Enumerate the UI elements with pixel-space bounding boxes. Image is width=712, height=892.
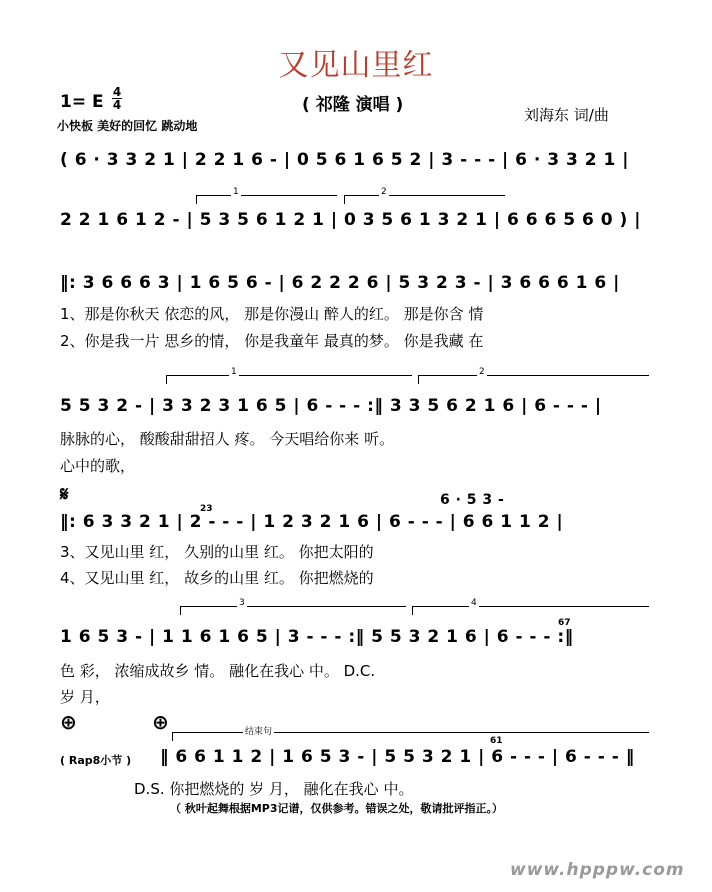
score-line-2: 2 2 1 6 1 2 - | 5 3 5 6 1 2 1 | 0 3 5 6 1 3 2 1 | 6 6 6 5 6 0 ) | bbox=[60, 210, 641, 230]
lyric-line-4b: 心中的歌， bbox=[60, 457, 136, 475]
author-credit: 刘海东 词/曲 bbox=[524, 106, 609, 124]
time-signature bbox=[112, 86, 122, 111]
coda-icon-2: ⊕ bbox=[152, 710, 169, 734]
segno-icon: 𝄋 bbox=[60, 482, 69, 506]
rap-label: ( Rap8小节 ) bbox=[60, 754, 132, 767]
meter-top: 4 bbox=[112, 85, 122, 99]
lyric-line-7: D.S. 你把燃烧的 岁 月， 融化在我心 中。 bbox=[134, 780, 414, 798]
footnote: （ 秋叶起舞根据MP3记谱，仅供参考。错误之处，敬请批评指正。） bbox=[170, 802, 503, 815]
volta-bracket-c3: 3 bbox=[180, 606, 406, 615]
volta-bracket-1: 1 bbox=[196, 195, 337, 204]
lyric-line-3a: 1、那是你秋天 依恋的风， 那是你漫山 醉人的红。 那是你含 情 bbox=[60, 305, 484, 323]
watermark-url: www.hpppw.com bbox=[510, 860, 685, 880]
score-line-1: ( 6 · 3 3 2 1 | 2 2 1 6 - | 0 5 6 1 6 5 2 | 3 - - - | 6 · 3 3 2 1 | bbox=[60, 150, 629, 170]
lyric-line-5b: 4、又见山里 红， 故乡的山里 红。 你把燃烧的 bbox=[60, 569, 374, 587]
lyric-line-4a: 脉脉的心， 酸酸甜甜招人 疼。 今天唱给你来 听。 bbox=[60, 430, 395, 448]
score-line-5: ‖: 6 3 3 2 1 | 2 - - - | 1 2 3 2 1 6 | 6 - - - | 6 6 1 1 2 | bbox=[60, 512, 564, 532]
singer-credit: ( 祁隆 演唱 ) bbox=[302, 95, 404, 115]
tempo-marking: 小快板 美好的回忆 跳动地 bbox=[57, 119, 198, 133]
score-line-5-upper: 6 · 5 3 - bbox=[440, 492, 505, 508]
lyric-line-5a: 3、又见山里 红， 久别的山里 红。 你把太阳的 bbox=[60, 543, 374, 561]
score-line-7: ‖ 6 6 1 1 2 | 1 6 5 3 - | 5 5 3 2 1 | 6 - - - | 6 - - - ‖ bbox=[160, 747, 635, 767]
grace-note-7: 61 bbox=[490, 736, 503, 746]
volta-bracket-2: 2 bbox=[344, 195, 505, 204]
lyric-line-6b: 岁 月， bbox=[60, 688, 110, 706]
grace-note-5: 23 bbox=[200, 504, 213, 514]
key-signature: 1= E bbox=[60, 92, 104, 112]
score-line-4: 5 5 3 2 - | 3 3 2 3 1 6 5 | 6 - - - :‖ 3 3 5 6 2 1 6 | 6 - - - | bbox=[60, 396, 602, 416]
volta-bracket-b1: 1 bbox=[166, 375, 412, 384]
lyric-line-3b: 2、你是我一片 思乡的情， 你是我童年 最真的梦。 你是我藏 在 bbox=[60, 332, 484, 350]
ending-bracket: 结束句 bbox=[172, 732, 649, 741]
score-line-3: ‖: 3 6 6 6 3 | 1 6 5 6 - | 6 2 2 2 6 | 5 3 2 3 - | 3 6 6 6 1 6 | bbox=[60, 273, 620, 293]
grace-note-6: 67 bbox=[558, 618, 571, 628]
volta-bracket-b2: 2 bbox=[418, 375, 649, 384]
lyric-line-6a: 色 彩， 浓缩成故乡 情。 融化在我心 中。 D.C. bbox=[60, 662, 376, 680]
score-line-6: 1 6 5 3 - | 1 1 6 1 6 5 | 3 - - - :‖ 5 5 3 2 1 6 | 6 - - - :‖ bbox=[60, 627, 574, 647]
page-title: 又见山里红 bbox=[278, 48, 434, 83]
volta-bracket-c4: 4 bbox=[412, 606, 649, 615]
meter-bottom: 4 bbox=[112, 98, 122, 112]
coda-icon: ⊕ bbox=[60, 710, 77, 734]
